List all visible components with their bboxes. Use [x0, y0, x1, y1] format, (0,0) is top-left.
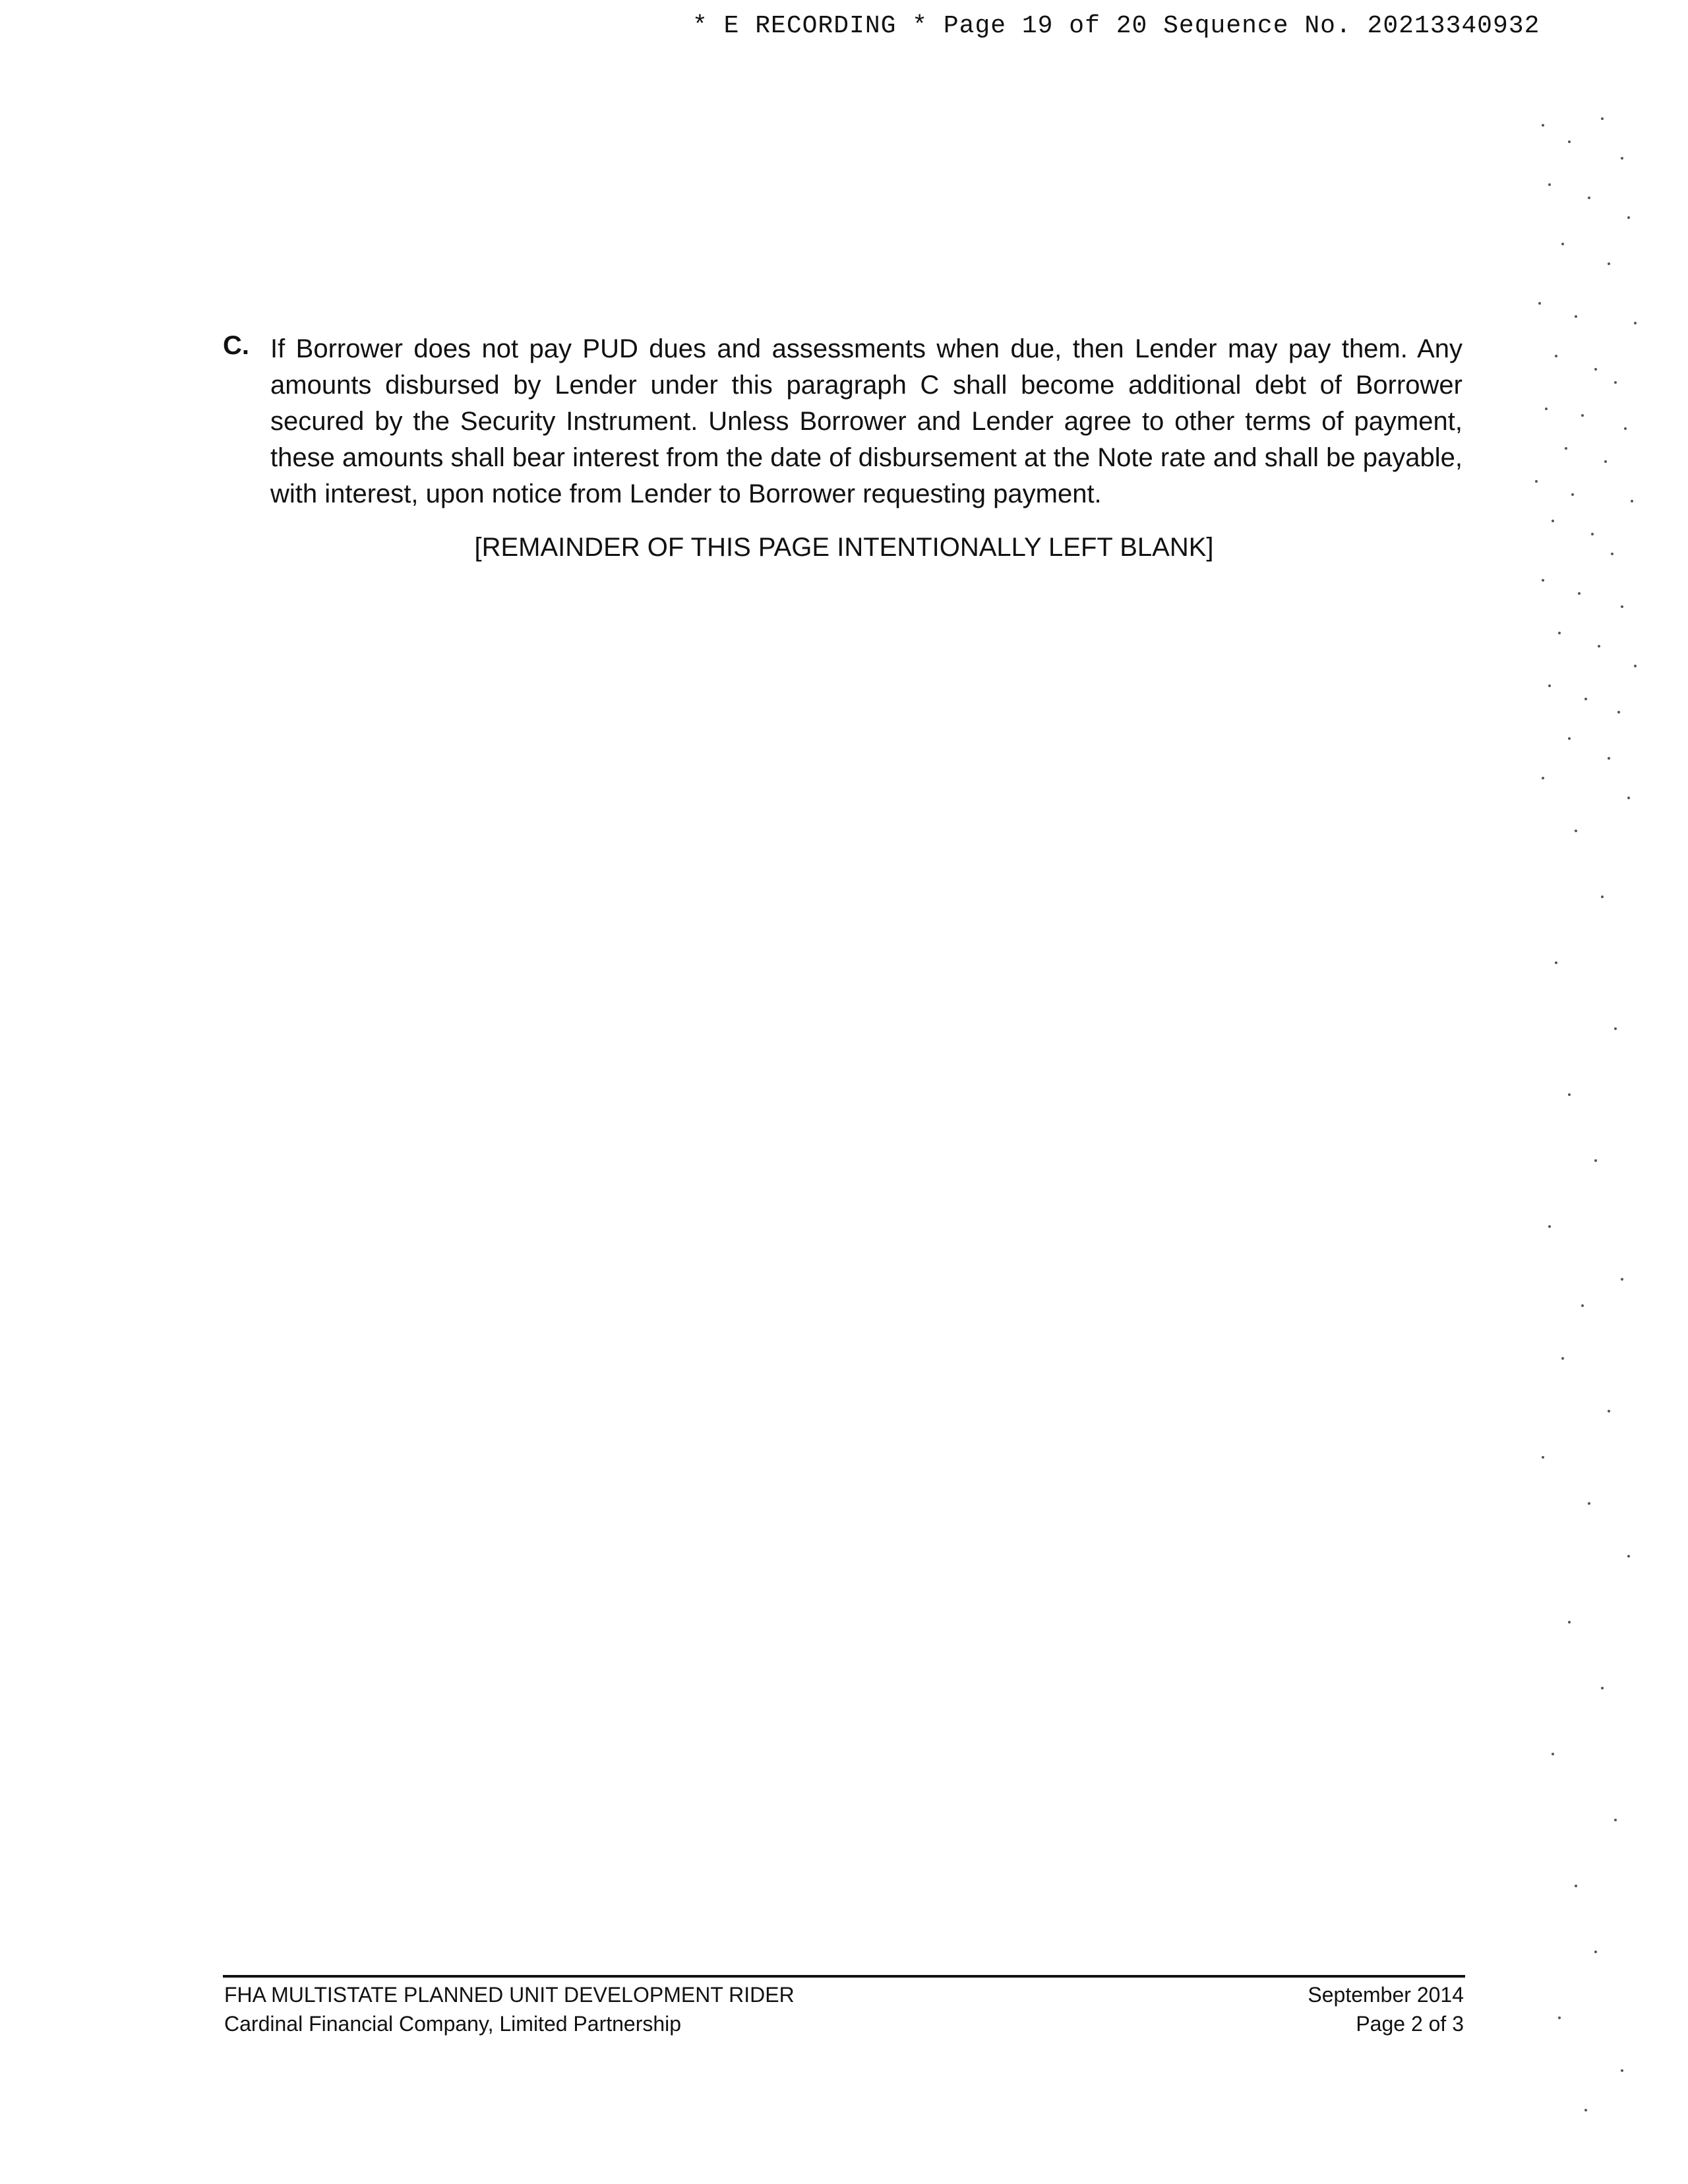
scan-noise-speckle [1530, 106, 1648, 2137]
blank-page-notice: [REMAINDER OF THIS PAGE INTENTIONALLY LEFT BLANK] [474, 533, 1214, 562]
clause-label: C. [223, 331, 249, 360]
footer-date: September 2014 [1308, 1983, 1464, 2007]
footer-page-number: Page 2 of 3 [1356, 2012, 1464, 2036]
footer-left [224, 1980, 795, 2038]
footer-right [1187, 1980, 1464, 2038]
footer-divider [223, 1975, 1465, 1978]
clause-text: If Borrower does not pay PUD dues and assessments when due, then Lender may pay them. Any amounts disbursed by Lender under this paragraph C shall become additional debt of Borrower secured by the Security Instrument. Unless Borrower and Lender agree to other terms of payment, these amounts shall bear interest from the date of disbursement at the Note rate and shall be payable, with interest, upon notice from Lender to Borrower requesting payment. [270, 334, 1462, 508]
recording-header: * E RECORDING * Page 19 of 20 Sequence No. 20213340932 [692, 12, 1540, 40]
footer-form-title: FHA MULTISTATE PLANNED UNIT DEVELOPMENT RIDER [224, 1983, 795, 2007]
footer-company: Cardinal Financial Company, Limited Partnership [224, 2012, 682, 2036]
